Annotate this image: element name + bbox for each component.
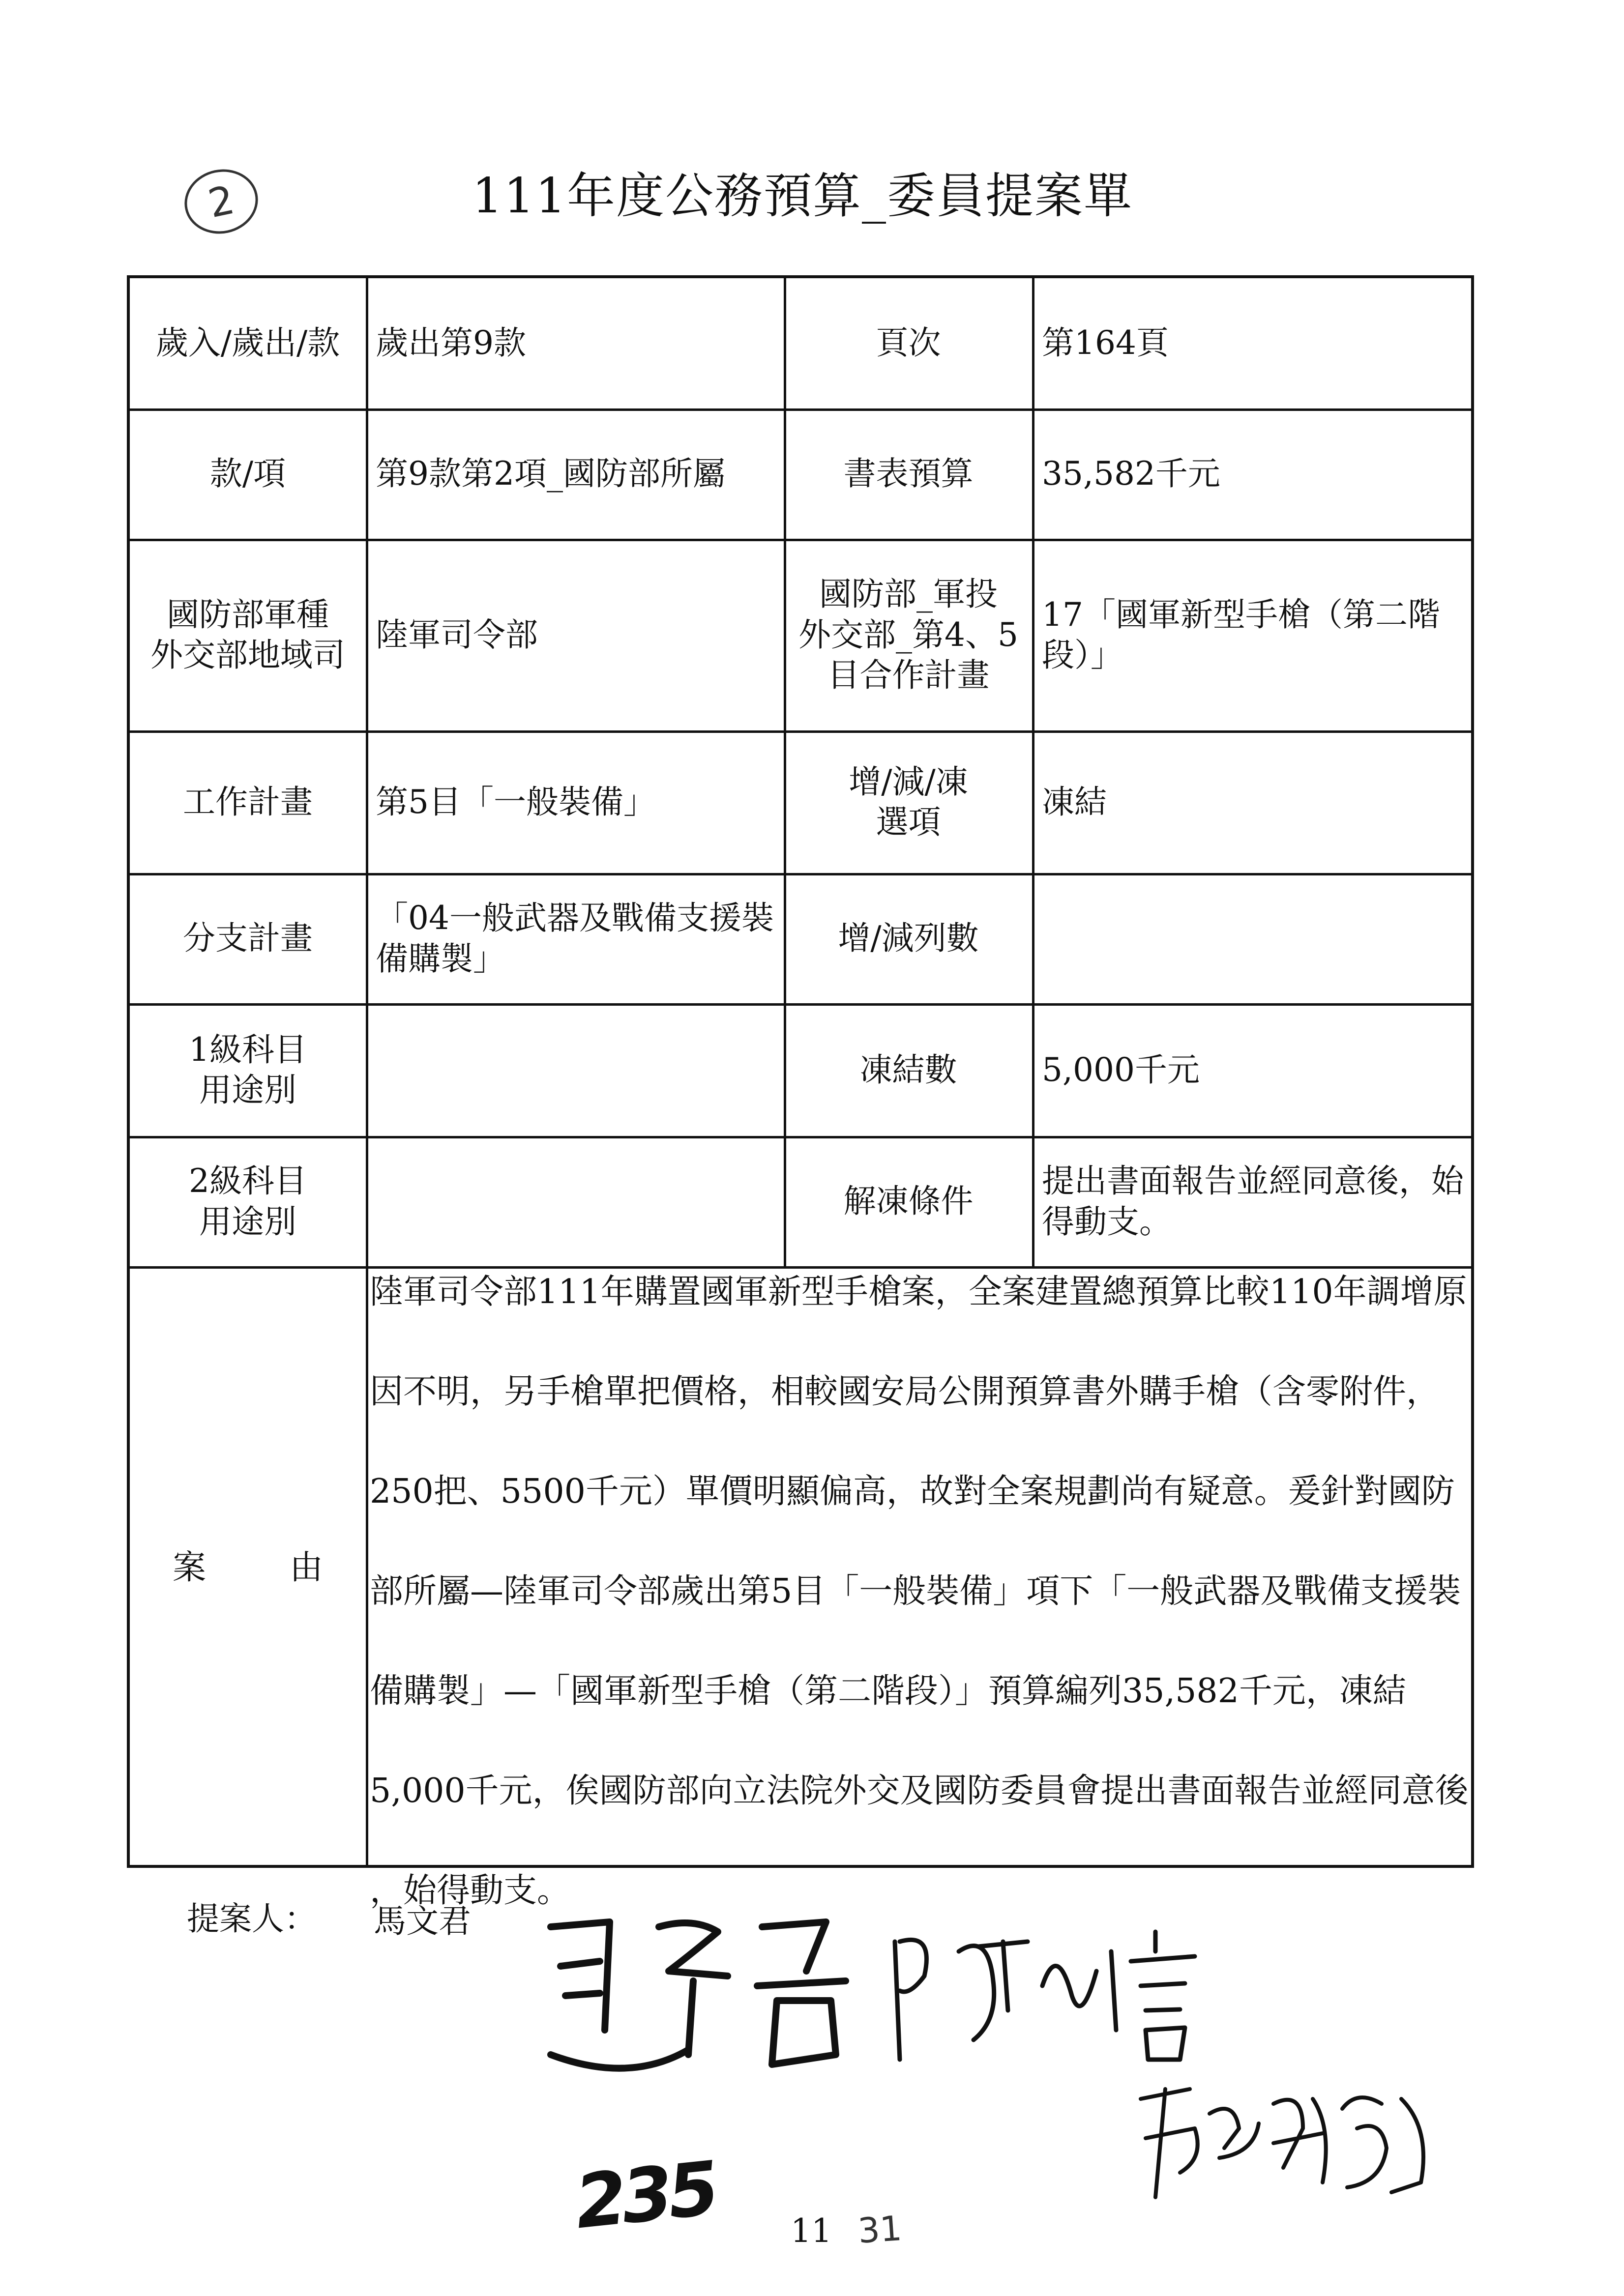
label-text: 由 xyxy=(290,1548,324,1587)
label-line: 國防部_軍投 xyxy=(819,575,998,613)
label-text: 頁次 xyxy=(876,324,941,362)
label-text: 凍結數 xyxy=(859,1050,957,1089)
value-page xyxy=(1033,278,1474,408)
label-text: 案 xyxy=(172,1548,206,1587)
value-line: 段）」 xyxy=(1042,636,1123,674)
reason-line: 250把、5500千元）單價明顯偏高，故對全案規劃尚有疑意。爰針對國防 xyxy=(370,1472,1455,1511)
proposer-label: 提案人： xyxy=(187,1900,317,1938)
handwritten-page: 31 xyxy=(856,2208,903,2252)
value-military-branch xyxy=(367,540,784,730)
reason-line: ，始得動支。 xyxy=(370,1871,571,1910)
label-line: 外交部地域司 xyxy=(150,636,345,674)
value-line: 備購製」 xyxy=(376,939,505,978)
label-line: 2級科目 xyxy=(189,1162,307,1200)
label-line: 增/減/凍 xyxy=(849,762,968,801)
proposal-table xyxy=(127,275,1474,1910)
label-level2-subject xyxy=(130,1137,366,1266)
reason-line: 備購製」—「國軍新型手槍（第二階段）」預算編列35,582千元，凍結 xyxy=(370,1672,1406,1711)
label-line: 用途別 xyxy=(199,1202,296,1241)
label-text: 增/減列數 xyxy=(838,919,979,958)
value-level2-subject xyxy=(367,1137,784,1266)
label-text: 歲入/歲出/款 xyxy=(155,324,340,362)
value-option xyxy=(1033,731,1474,873)
reason-line: 部所屬—陸軍司令部歲出第5目「一般裝備」項下「一般武器及戰備支援裝 xyxy=(370,1572,1461,1611)
label-text: 款/項 xyxy=(209,455,286,493)
label-adjust-amount xyxy=(785,874,1032,1003)
label-cooperation-plan xyxy=(785,540,1032,730)
value-work-plan xyxy=(367,731,784,873)
value-frozen-amount xyxy=(1033,1004,1474,1136)
value-branch-plan xyxy=(367,874,784,1003)
value-adjust-amount xyxy=(1033,874,1474,1003)
value-line: 17「國軍新型手槍（第二階 xyxy=(1042,595,1440,634)
circled-number-text: 2 xyxy=(204,176,238,227)
reason-line: 因不明，另手槍單把價格，相較國安局公開預算書外購手槍（含零附件， xyxy=(370,1372,1440,1411)
label-page xyxy=(785,278,1032,408)
label-branch-plan xyxy=(130,874,366,1003)
label-reason xyxy=(130,1267,366,1868)
label-line: 選項 xyxy=(876,803,941,841)
label-level1-subject xyxy=(130,1004,366,1136)
value-line: 提出書面報告並經同意後， xyxy=(1042,1162,1431,1200)
signature-3 xyxy=(1126,2069,1450,2212)
page-title: 111年度公務預算_委員提案單 xyxy=(472,168,1133,224)
reason-line: 陸軍司令部111年購置國軍新型手槍案，全案建置總預算比較110年調增原 xyxy=(370,1273,1467,1311)
label-text: 工作計畫 xyxy=(183,783,313,821)
label-line: 目合作計畫 xyxy=(827,656,990,695)
value-line: 始得動支。 xyxy=(1042,1162,1464,1241)
signature-2 xyxy=(880,1912,1254,2074)
label-option xyxy=(785,731,1032,873)
value-line: 「04一般武器及戰備支援裝 xyxy=(376,899,774,937)
value-text: 35,582千元 xyxy=(1042,455,1220,493)
value-text: 第5目「一般裝備」 xyxy=(376,783,656,821)
label-income-expense xyxy=(130,278,366,408)
value-text: 第164頁 xyxy=(1042,324,1169,362)
label-budget xyxy=(785,409,1032,539)
value-text: 第9款第2項_國防部所屬 xyxy=(376,455,725,493)
handwritten-number-text: 235 xyxy=(571,2146,719,2246)
value-level1-subject xyxy=(367,1004,784,1136)
label-work-plan xyxy=(130,731,366,873)
page-number: 11 xyxy=(791,2212,832,2250)
value-text: 陸軍司令部 xyxy=(376,615,538,654)
label-military-branch xyxy=(130,540,366,730)
value-text: 歲出第9款 xyxy=(376,324,526,362)
value-unfreeze-condition xyxy=(1033,1137,1474,1266)
proposer-name: 馬文君 xyxy=(374,1902,471,1940)
label-text: 分支計畫 xyxy=(183,919,313,958)
label-line: 用途別 xyxy=(199,1071,296,1109)
label-line: 外交部_第4、5 xyxy=(798,615,1018,654)
label-frozen-amount xyxy=(785,1004,1032,1136)
value-text: 凍結 xyxy=(1042,783,1107,821)
reason-line: 5,000千元，俟國防部向立法院外交及國防委員會提出書面報告並經同意後 xyxy=(370,1772,1469,1810)
label-text: 解凍條件 xyxy=(843,1182,974,1221)
circled-number xyxy=(178,163,264,240)
label-unfreeze-condition xyxy=(785,1137,1032,1266)
label-item xyxy=(130,409,366,539)
label-line: 國防部軍種 xyxy=(167,595,329,634)
signature-1 xyxy=(531,1907,875,2094)
label-line: 1級科目 xyxy=(189,1030,307,1069)
value-budget xyxy=(1033,409,1474,539)
reason-text xyxy=(370,1263,1469,1961)
value-text: 5,000千元 xyxy=(1042,1050,1200,1089)
value-income-expense xyxy=(367,278,784,408)
value-cooperation-plan xyxy=(1033,540,1474,730)
label-text: 書表預算 xyxy=(843,455,974,493)
value-item xyxy=(367,409,784,539)
handwritten-number xyxy=(571,2146,719,2246)
